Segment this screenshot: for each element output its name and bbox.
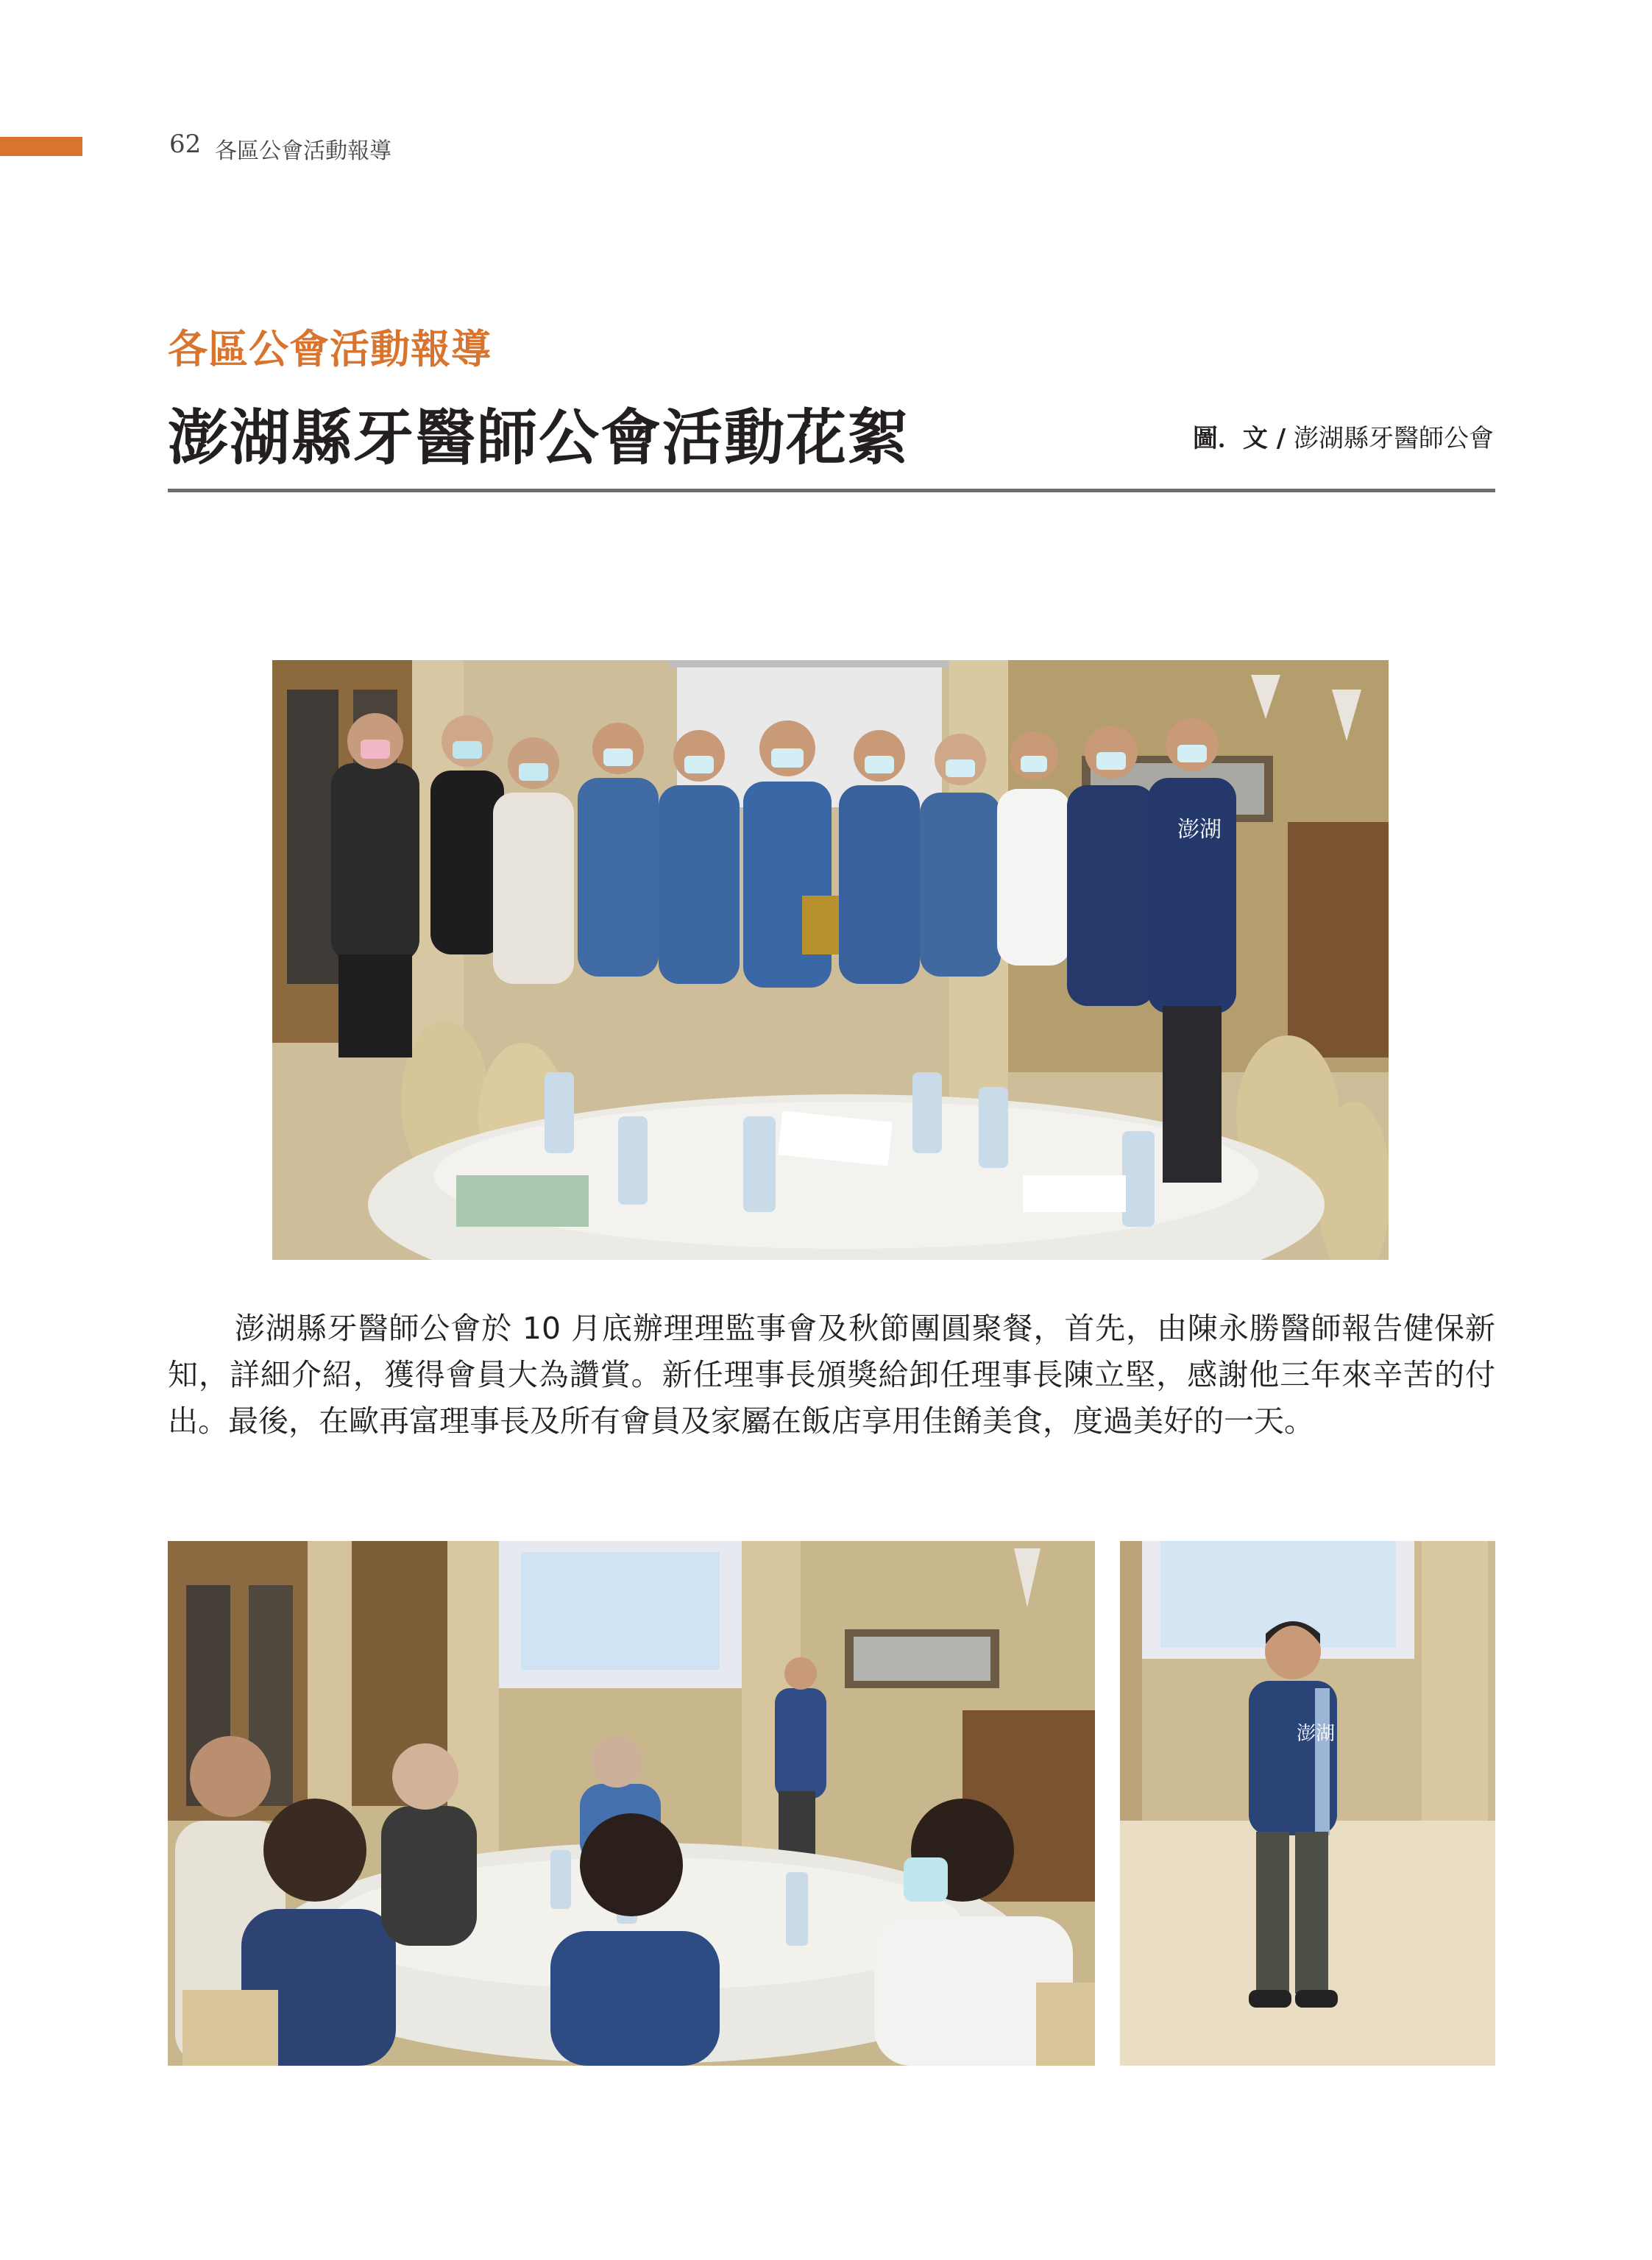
section-kicker: 各區公會活動報導 bbox=[168, 326, 492, 372]
running-header: 各區公會活動報導 bbox=[215, 138, 391, 164]
group-shirt-lettering: 澎湖 bbox=[1177, 817, 1222, 843]
meeting-photo bbox=[168, 1541, 1095, 2066]
byline-label: 圖．文 / bbox=[1192, 424, 1286, 453]
article-body-text: 澎湖縣牙醫師公會於 10 月底辦理理監事會及秋節團圓聚餐，首先，由陳永勝醫師報告健保新知，詳細介紹，獲得會員大為讚賞。新任理事長頒獎給卸任理事長陳立堅，感謝他三年來辛苦的付出。最後，在歐再富理事長及所有會員及家屬在飯店享用佳餚美食，度過美好的一天。 bbox=[168, 1311, 1495, 1439]
page-number: 62 bbox=[169, 130, 202, 159]
speaker-shirt-lettering: 澎湖 bbox=[1297, 1723, 1336, 1745]
group-photo bbox=[272, 660, 1389, 1260]
article-title: 澎湖縣牙醫師公會活動花絮 bbox=[168, 403, 910, 473]
byline-source: 澎湖縣牙醫師公會 bbox=[1294, 424, 1494, 453]
article-body bbox=[168, 1306, 1495, 1445]
header-accent-bar bbox=[0, 137, 82, 156]
speaker-photo bbox=[1120, 1541, 1495, 2066]
title-rule bbox=[168, 489, 1495, 492]
byline bbox=[1193, 418, 1494, 454]
